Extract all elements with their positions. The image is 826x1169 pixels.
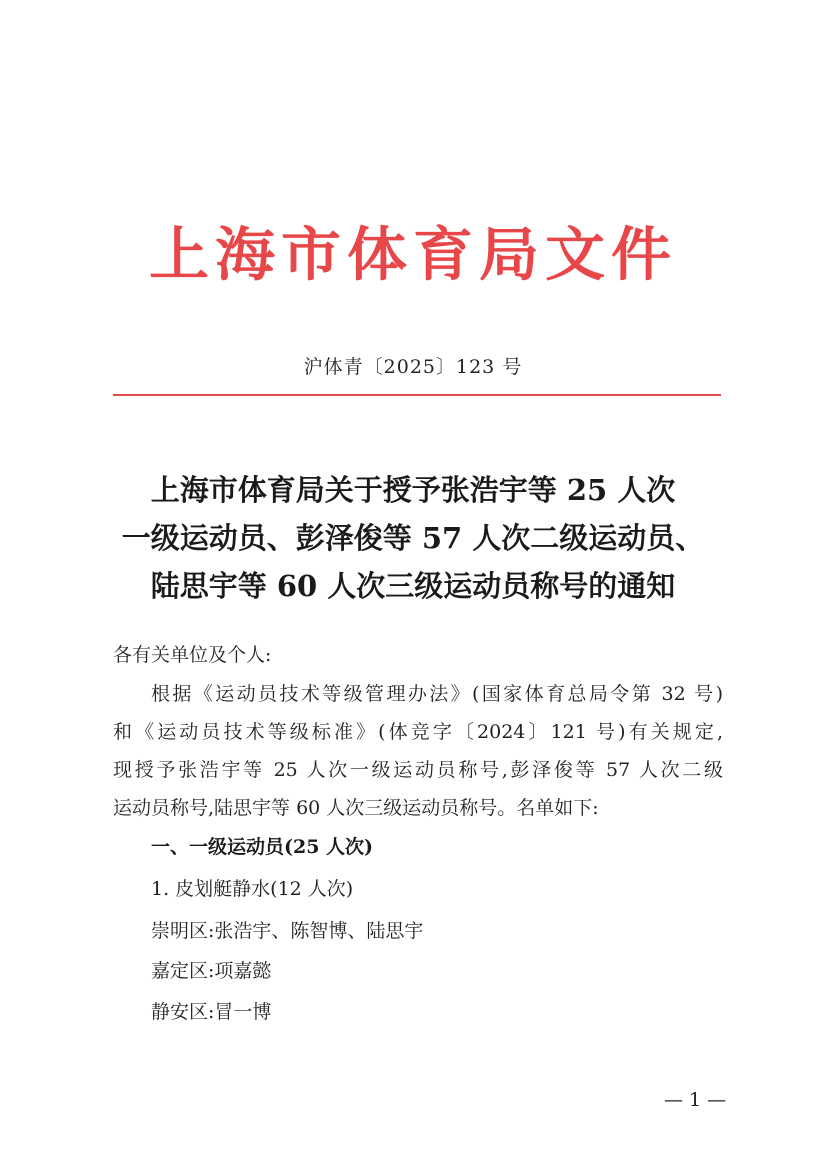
paragraph-line: 和《运动员技术等级标准》(体竞字〔2024〕121 号)有关规定, (113, 721, 723, 743)
document-title (60, 466, 766, 610)
paragraph-line: 根据《运动员技术等级管理办法》(国家体育总局令第 32 号) (151, 683, 723, 705)
issuer-header-title: 上海市体育局文件 (149, 221, 677, 289)
page-number: — 1 — (664, 1089, 727, 1111)
paragraph-line: 现授予张浩宇等 25 人次一级运动员称号,彭泽俊等 57 人次二级 (113, 759, 723, 781)
document-title-line: 上海市体育局关于授予张浩宇等 25 人次 (150, 473, 676, 507)
red-divider-line (113, 394, 721, 396)
section-heading: 一、一级运动员(25 人次) (151, 836, 374, 858)
document-title-line: 一级运动员、彭泽俊等 57 人次二级运动员、 (121, 521, 705, 555)
document-title-line: 陆思宇等 60 人次三级运动员称号的通知 (150, 569, 676, 603)
list-item: 嘉定区:项嘉懿 (151, 960, 272, 982)
body-paragraph (113, 675, 723, 827)
paragraph-line: 运动员称号,陆思宇等 60 人次三级运动员称号。名单如下: (113, 797, 599, 819)
document-number: 沪体青〔2025〕123 号 (303, 356, 523, 378)
sub-heading: 1. 皮划艇静水(12 人次) (151, 878, 354, 900)
list-item: 静安区:冒一博 (151, 1001, 272, 1023)
list-item: 崇明区:张浩宇、陈智博、陆思宇 (151, 920, 424, 942)
salutation: 各有关单位及个人: (113, 644, 272, 666)
